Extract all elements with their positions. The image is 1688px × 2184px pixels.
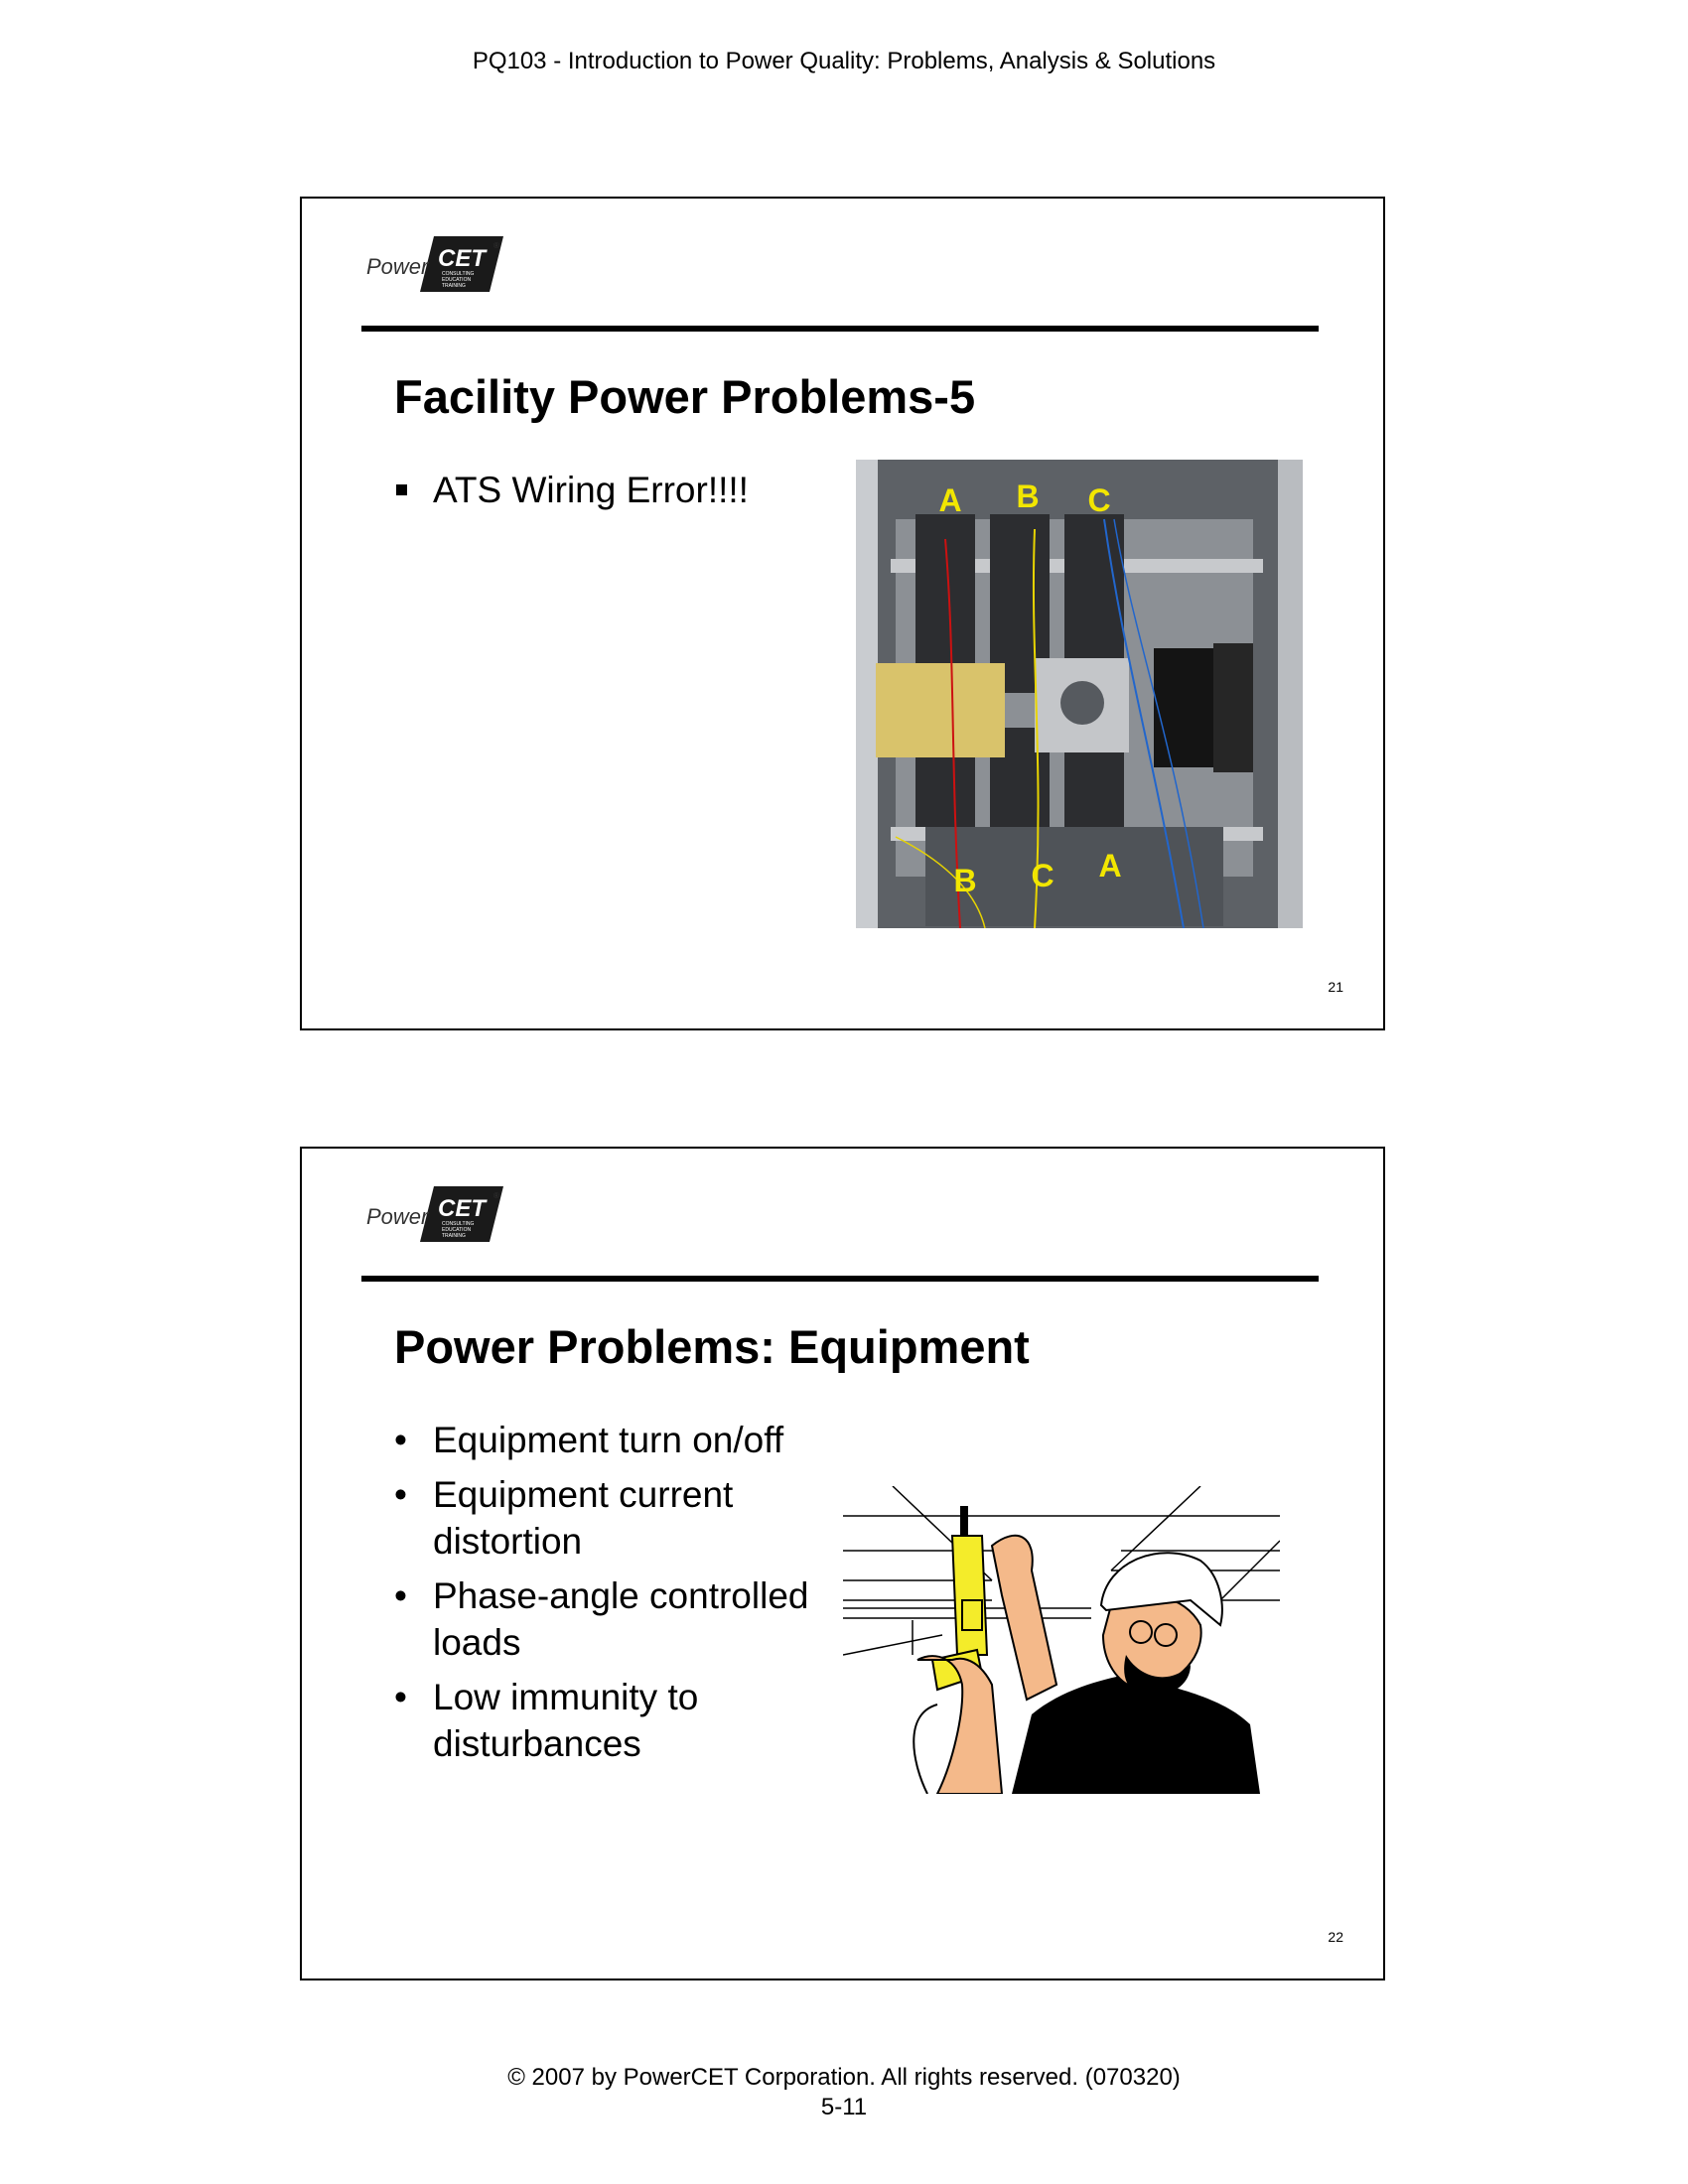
- bullet-list: [394, 467, 811, 521]
- logo-power-text: Power: [366, 1204, 429, 1229]
- logo-cet-text: CET: [438, 1195, 486, 1222]
- phase-label-bottom-c: C: [1031, 858, 1055, 893]
- bullet-item: [394, 1572, 870, 1666]
- logo-registered: ®: [493, 1191, 499, 1200]
- dot-bullet-icon: •: [394, 1474, 407, 1515]
- logo-tagline-2: EDUCATION: [442, 1227, 472, 1233]
- page-footer: [0, 2063, 1688, 2122]
- bullet-item: [394, 1471, 771, 1565]
- slide-21: [300, 197, 1385, 1030]
- bullet-text: Equipment current distortion: [433, 1474, 734, 1562]
- slide-title: Power Problems: Equipment: [394, 1320, 1030, 1373]
- worker-drilling-clipart: [843, 1486, 1280, 1794]
- ats-panel-photo: [856, 460, 1303, 928]
- dot-bullet-icon: •: [394, 1677, 407, 1717]
- square-bullet-icon: [396, 484, 407, 495]
- logo-tagline-2: EDUCATION: [442, 277, 472, 283]
- powercet-logo: [364, 236, 503, 292]
- slide-number: 21: [1328, 979, 1343, 995]
- phase-label-top-c: C: [1087, 482, 1111, 518]
- copyright-text: © 2007 by PowerCET Corporation. All rights reserved. (070320): [507, 2064, 1181, 2091]
- bullet-item: [394, 1674, 771, 1767]
- page-header: PQ103 - Introduction to Power Quality: Problems, Analysis & Solutions: [472, 48, 1216, 74]
- phase-label-bottom-b: B: [953, 863, 977, 898]
- page-number: 5-11: [820, 2094, 868, 2120]
- slide-title: Facility Power Problems-5: [394, 370, 976, 423]
- bullet-item: [394, 1417, 851, 1463]
- bullet-item: [394, 467, 811, 513]
- dot-bullet-icon: •: [394, 1575, 407, 1616]
- phase-label-bottom-a: A: [1098, 848, 1122, 884]
- logo-cet-text: CET: [438, 245, 486, 272]
- bullet-list: [394, 1417, 851, 1775]
- bullet-text: ATS Wiring Error!!!!: [433, 470, 749, 510]
- logo-power-text: Power: [366, 254, 429, 279]
- slide-divider: [361, 1276, 1319, 1282]
- bullet-text: Phase-angle controlled loads: [433, 1575, 809, 1663]
- slide-number: 22: [1328, 1929, 1343, 1945]
- logo-tagline-1: CONSULTING: [442, 271, 475, 277]
- phase-label-top-b: B: [1016, 478, 1040, 514]
- slide-22: [300, 1147, 1385, 1980]
- bullet-text: Low immunity to disturbances: [433, 1677, 699, 1764]
- slide-divider: [361, 326, 1319, 332]
- logo-tagline-1: CONSULTING: [442, 1221, 475, 1227]
- dot-bullet-icon: •: [394, 1420, 407, 1460]
- logo-registered: ®: [493, 241, 499, 250]
- powercet-logo: [364, 1186, 503, 1242]
- logo-tagline-3: TRAINING: [442, 283, 466, 289]
- phase-label-top-a: A: [938, 482, 962, 518]
- bullet-text: Equipment turn on/off: [433, 1420, 784, 1460]
- logo-tagline-3: TRAINING: [442, 1233, 466, 1239]
